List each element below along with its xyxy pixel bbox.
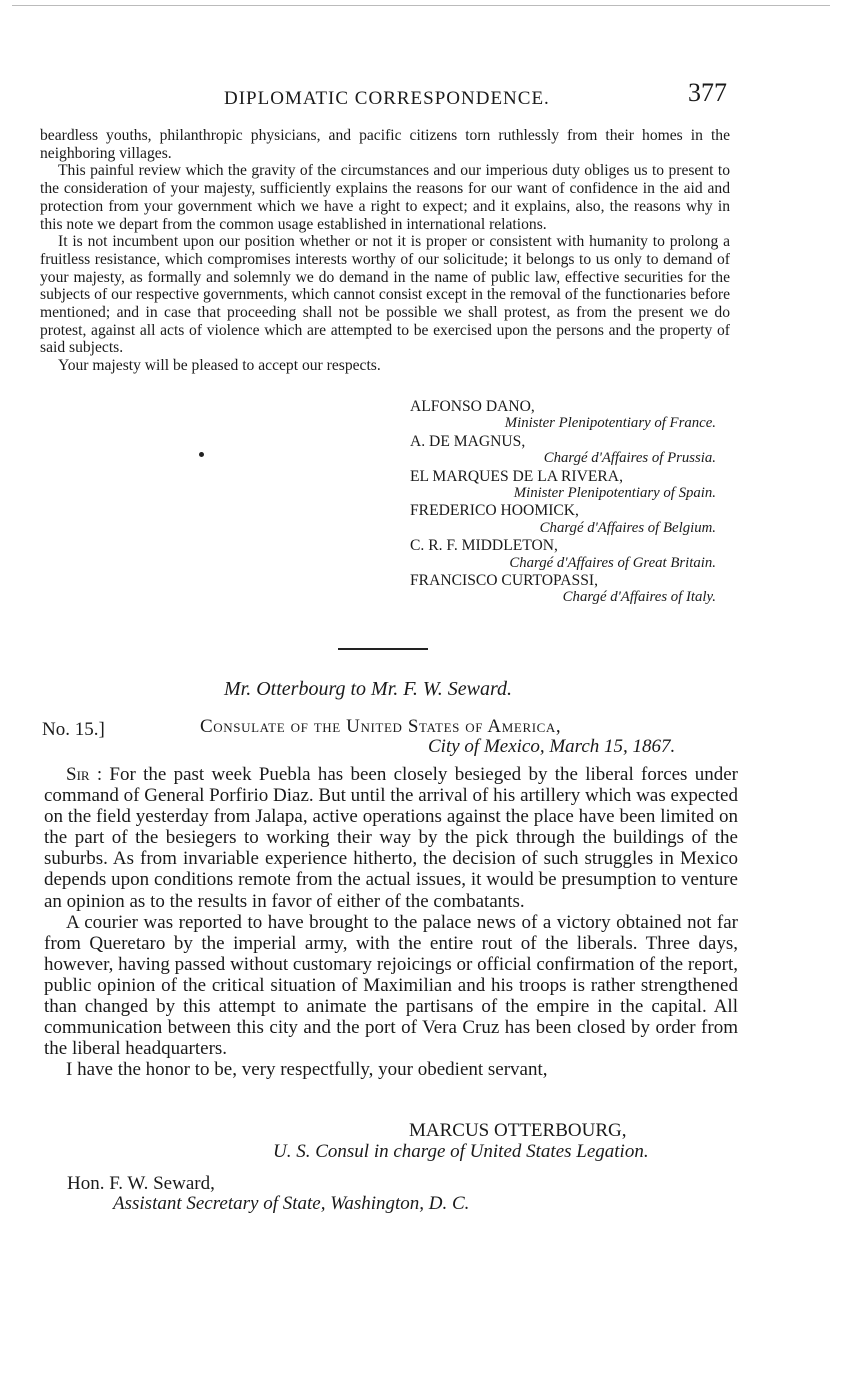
letter2-paragraph: A courier was reported to have brought to the palace news of a victory obtained not far from Queretaro by the imperial army, with the entire rout of the liberals. Three days, however, having passed without customary rejoicings or official confirmation of the report, public opinion of the critical situation of Maximilian and his troops is rather strengthened than changed by this attempt to animate the partisans of the empire in the capital. All communication between this city and the port of Vera Cruz has been closed by order from the liberal headquarters. (44, 911, 738, 1060)
signatory-name: C. R. F. MIDDLETON, (410, 537, 558, 555)
letter2-closing: I have the honor to be, very respectfully, your obedient servant, (66, 1059, 548, 1081)
salutation: Sir : (66, 764, 103, 785)
letter2-heading: Mr. Otterbourg to Mr. F. W. Seward. (224, 678, 512, 700)
signer-name: MARCUS OTTERBOURG, (409, 1120, 627, 1141)
document-number: No. 15.] (42, 719, 105, 740)
signatory-title: Chargé d'Affaires of Belgium. (539, 519, 716, 536)
signatory-name: FRANCISCO CURTOPASSI, (410, 572, 598, 590)
letter1-body (40, 127, 730, 375)
top-rule (12, 5, 830, 6)
running-head: DIPLOMATIC CORRESPONDENCE. (224, 88, 550, 109)
signatories-block (410, 398, 716, 607)
letter2-paragraph-text: For the past week Puebla has been closely besieged by the liberal forces under command of General Porfirio Diaz. But until the arrival of his artillery which was expected on the field yesterday from Jalapa, active operations against the place have been limited on the part of the besiegers to working their way by the pick through the buildings of the suburbs. As from invariable experience hitherto, the decision of such struggles in Mexico depends upon conditions remote from the actual issues, it would be presumption to venture an opinion as to the results in favor of either of the combatants. (44, 764, 738, 912)
signatory-name: FREDERICO HOOMICK, (410, 502, 579, 520)
office-line: Consulate of the United States of America, (200, 716, 562, 737)
signer-title: U. S. Consul in charge of United States Legation. (273, 1141, 649, 1162)
signatory-title: Chargé d'Affaires of Italy. (562, 589, 716, 606)
signatory-title: Chargé d'Affaires of Great Britain. (509, 554, 716, 571)
letter1-paragraph: This painful review which the gravity of the circumstances and our imperious duty obliges us to present to the consideration of your majesty, sufficiently explains the reasons for our want of confidence in the aid and protection from your government which we have a right to expect; and it explains, also, the reasons why in this note we depart from the common usage established in international relations. (40, 162, 730, 233)
addressee-name: Hon. F. W. Seward, (67, 1173, 215, 1194)
letter2-paragraph (44, 764, 738, 912)
letter1-closing: Your majesty will be pleased to accept our respects. (58, 357, 381, 375)
signatory-name: ALFONSO DANO, (410, 398, 535, 415)
ink-speck (199, 452, 204, 457)
section-divider (338, 648, 428, 650)
letter1-paragraph: beardless youths, philanthropic physicians, and pacific citizens torn ruthlessly from their homes in the neighboring villages. (40, 127, 730, 162)
signatory-title: Chargé d'Affaires of Prussia. (543, 450, 716, 467)
place-date-line: City of Mexico, March 15, 1867. (428, 736, 676, 757)
signatory-title: Minister Plenipotentiary of France. (504, 415, 716, 432)
signatory-title: Minister Plenipotentiary of Spain. (513, 485, 716, 502)
letter1-paragraph: It is not incumbent upon our position whether or not it is proper or consistent with humanity to prolong a fruitless resistance, which compromises interests worthy of our solicitude; it belongs to us only to demand of your majesty, as formally and solemnly we do demand in the name of public law, effective securities for the subjects of our respective governments, which cannot consist except in the removal of the functionaries before mentioned; and in case that proceeding shall not be possible we shall protest, as from the present we do protest, against all acts of violence which are attempted to be exercised upon the persons and the property of said subjects. (40, 233, 730, 357)
page-number: 377 (688, 78, 727, 107)
signatory-name: EL MARQUES DE LA RIVERA, (410, 467, 623, 485)
signatory-name: A. DE MAGNUS, (410, 432, 526, 450)
addressee-title: Assistant Secretary of State, Washington, D. C. (113, 1193, 470, 1214)
letter2-body (44, 764, 738, 1080)
